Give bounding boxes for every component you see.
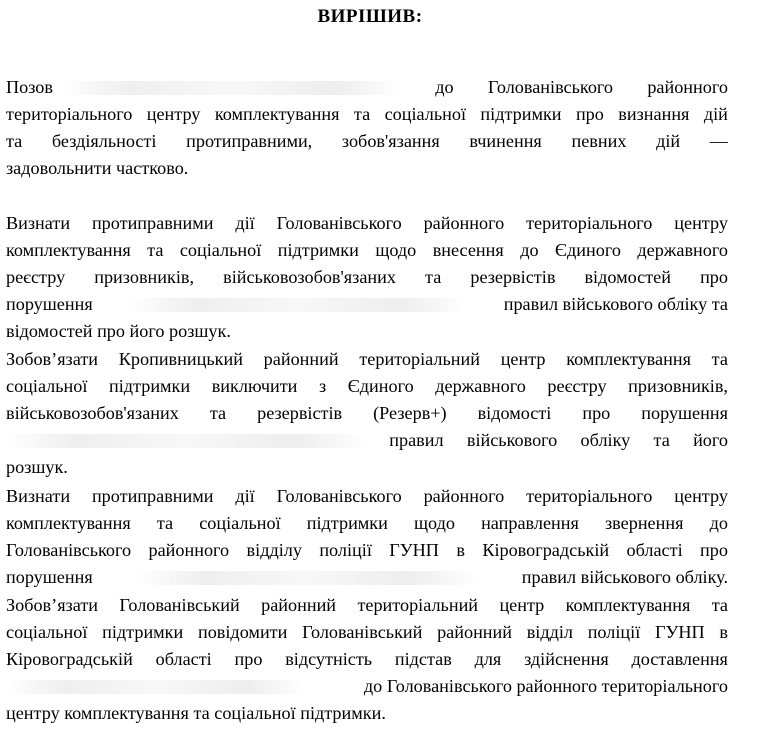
text-word: комплектування <box>6 240 131 260</box>
text-word: районного <box>423 213 505 233</box>
text-word: призовників, <box>94 267 195 287</box>
text-word: підтримки <box>109 376 191 396</box>
text-line <box>6 427 728 454</box>
text-line <box>6 592 728 619</box>
text-word: та <box>6 131 23 151</box>
text-word: районний <box>263 349 339 369</box>
redacted-name <box>6 434 366 448</box>
text-line <box>6 454 728 481</box>
text-word: доставлення <box>631 649 728 669</box>
text-word: відділ <box>526 622 573 642</box>
text-word: та <box>147 240 164 260</box>
text-word: задовольнити частково. <box>6 158 189 178</box>
paragraph-oblige-kropyvnytskyi <box>6 346 728 481</box>
text-word: поліції <box>319 540 372 560</box>
paragraph-declare-unlawful-police-referral <box>6 483 728 591</box>
text-word: направлення <box>481 513 579 533</box>
text-word: дій <box>656 131 681 151</box>
text-word: відомості <box>477 403 552 423</box>
text-word: зобов'язання <box>341 131 440 151</box>
text-word: про <box>575 104 604 124</box>
text-word: резервістів <box>470 267 556 287</box>
text-word: районного <box>423 486 505 506</box>
redacted-name <box>128 298 468 312</box>
text-word: бездіяльності <box>51 131 157 151</box>
text-line <box>6 346 728 373</box>
text-word: та <box>209 403 227 423</box>
text-line <box>6 101 728 128</box>
text-word: області <box>155 649 212 669</box>
text-line <box>6 210 728 237</box>
text-word: державного <box>637 240 728 260</box>
text-word: та <box>653 430 670 450</box>
text-word: порушення <box>6 567 93 587</box>
text-word: Голованівський <box>302 622 423 642</box>
text-word: для <box>474 649 502 669</box>
redacted-name <box>61 81 401 95</box>
text-word: територіального <box>526 213 653 233</box>
text-word: реєстру <box>547 376 607 396</box>
text-line <box>6 673 728 700</box>
decision-heading: ВИРІШИВ: <box>317 6 423 27</box>
text-line <box>6 237 728 264</box>
text-word: Зобов’язати <box>6 349 99 369</box>
text-line <box>6 700 728 727</box>
text-word: районний <box>437 622 513 642</box>
text-word: здійснення <box>524 649 609 669</box>
text-line <box>6 128 728 155</box>
text-word: правил <box>389 430 444 450</box>
text-word: Визнати <box>6 486 71 506</box>
text-word: районного <box>148 540 230 560</box>
text-word: відомостей <box>584 267 671 287</box>
text-line <box>6 291 728 318</box>
text-word: центр <box>499 595 545 615</box>
text-word: протиправними <box>91 486 214 506</box>
text-word: соціальної <box>6 376 88 396</box>
text-line <box>6 155 728 182</box>
text-word: порушення <box>6 294 93 314</box>
text-word: та <box>711 595 728 615</box>
text-word: до <box>709 513 728 533</box>
text-word: Голованівського <box>6 540 132 560</box>
text-word: внесення <box>432 240 504 260</box>
text-word: Кропивницький <box>118 349 243 369</box>
paragraph-declare-unlawful-registry <box>6 210 728 345</box>
text-word: про <box>700 540 728 560</box>
text-word: комплектування <box>6 513 131 533</box>
text-word: військовозобов'язаних <box>223 267 396 287</box>
text-word: та <box>425 267 442 287</box>
text-word: державного <box>435 376 526 396</box>
text-word: підтримки <box>306 513 388 533</box>
text-word: соціальної <box>179 240 262 260</box>
text-phrase: до Голованівського районного територіального <box>363 676 728 696</box>
redacted-name <box>6 680 306 694</box>
text-word: призовників, <box>628 376 728 396</box>
text-word: Позов <box>6 77 53 97</box>
text-phrase: центру комплектування та соціальної підтримки. <box>6 703 386 723</box>
text-word: до <box>435 77 454 97</box>
text-word: — <box>709 131 728 151</box>
text-word: комплектування <box>214 104 340 124</box>
text-line <box>6 373 728 400</box>
text-word: ГУНП <box>654 622 705 642</box>
text-word: військового <box>466 430 558 450</box>
text-word: центр <box>500 349 546 369</box>
text-line <box>6 400 728 427</box>
text-word: протиправними <box>91 213 214 233</box>
text-line <box>6 564 728 591</box>
text-word: відділу <box>246 540 302 560</box>
text-word: дій <box>703 104 728 124</box>
text-word: (Резерв+) <box>373 403 447 423</box>
text-word: вчинення <box>469 131 542 151</box>
text-word: Єдиного <box>555 240 621 260</box>
text-word: центру <box>674 486 728 506</box>
text-word: області <box>626 540 683 560</box>
text-word: комплектування <box>565 595 691 615</box>
text-word: соціальної <box>199 513 281 533</box>
text-word: розшук. <box>6 457 68 477</box>
text-word: відсутність <box>285 649 373 669</box>
text-word: про <box>700 267 728 287</box>
text-word: про <box>234 649 263 669</box>
text-word: до <box>520 240 539 260</box>
text-word: та <box>711 349 728 369</box>
text-word: щодо <box>375 240 417 260</box>
text-word: та <box>156 513 174 533</box>
text-word: територіального <box>526 486 653 506</box>
text-word: протиправними, <box>186 131 313 151</box>
text-word: Голованівського <box>276 486 402 506</box>
text-word: обліку <box>580 430 631 450</box>
text-word: дії <box>235 486 255 506</box>
text-word: центру <box>146 104 201 124</box>
text-line <box>6 646 728 673</box>
text-word: територіальний <box>359 349 480 369</box>
text-word: в <box>456 540 465 560</box>
text-line <box>6 510 728 537</box>
text-word: про <box>582 403 611 423</box>
text-word: Голованівський <box>119 595 240 615</box>
text-word: реєстру <box>6 267 66 287</box>
text-word: підтримки <box>102 622 184 642</box>
text-word: Кіровоградській <box>6 649 133 669</box>
text-word: центру <box>674 213 728 233</box>
text-phrase: правил військового обліку. <box>521 567 728 587</box>
text-word: відомостей про його розшук. <box>6 321 231 341</box>
text-word: Зобов’язати <box>6 595 99 615</box>
text-word: поліції <box>587 622 641 642</box>
text-word: районний <box>261 595 337 615</box>
text-word: комплектування <box>566 349 691 369</box>
text-line <box>6 483 728 510</box>
text-word: звернення <box>604 513 684 533</box>
text-line <box>6 74 728 101</box>
text-word: щодо <box>414 513 455 533</box>
text-word: дії <box>235 213 255 233</box>
text-word: підтримки <box>480 104 562 124</box>
text-word: Кіровоградській <box>482 540 610 560</box>
text-word: певних <box>571 131 627 151</box>
text-word: виключити <box>211 376 298 396</box>
text-phrase: правил військового обліку та <box>503 294 728 314</box>
text-word: військовозобов'язаних <box>6 403 179 423</box>
text-word: в <box>719 622 728 642</box>
text-word: територіального <box>6 104 133 124</box>
text-line <box>6 264 728 291</box>
paragraph-claim <box>6 74 728 182</box>
text-word: підтримки <box>277 240 359 260</box>
text-line <box>6 619 728 646</box>
text-word: районного <box>647 77 728 97</box>
text-word: Голованівського <box>276 213 402 233</box>
text-word: порушення <box>641 403 728 423</box>
text-word: Визнати <box>6 213 71 233</box>
redacted-name <box>137 571 477 585</box>
text-word: визнання <box>618 104 690 124</box>
text-word: соціальної <box>384 104 467 124</box>
text-word: повідомити <box>197 622 288 642</box>
text-word: підстав <box>394 649 452 669</box>
text-word: територіальний <box>357 595 479 615</box>
text-word: Єдиного <box>347 376 414 396</box>
text-word: Голованівського <box>487 77 614 97</box>
text-word: його <box>693 430 728 450</box>
text-word: з <box>319 376 327 396</box>
text-line <box>6 318 728 345</box>
paragraph-oblige-holovanivsk-notify-police <box>6 592 728 727</box>
text-line <box>6 537 728 564</box>
text-word: соціальної <box>6 622 88 642</box>
text-word: ГУНП <box>389 540 439 560</box>
text-word: та <box>353 104 371 124</box>
text-word: резервістів <box>257 403 343 423</box>
